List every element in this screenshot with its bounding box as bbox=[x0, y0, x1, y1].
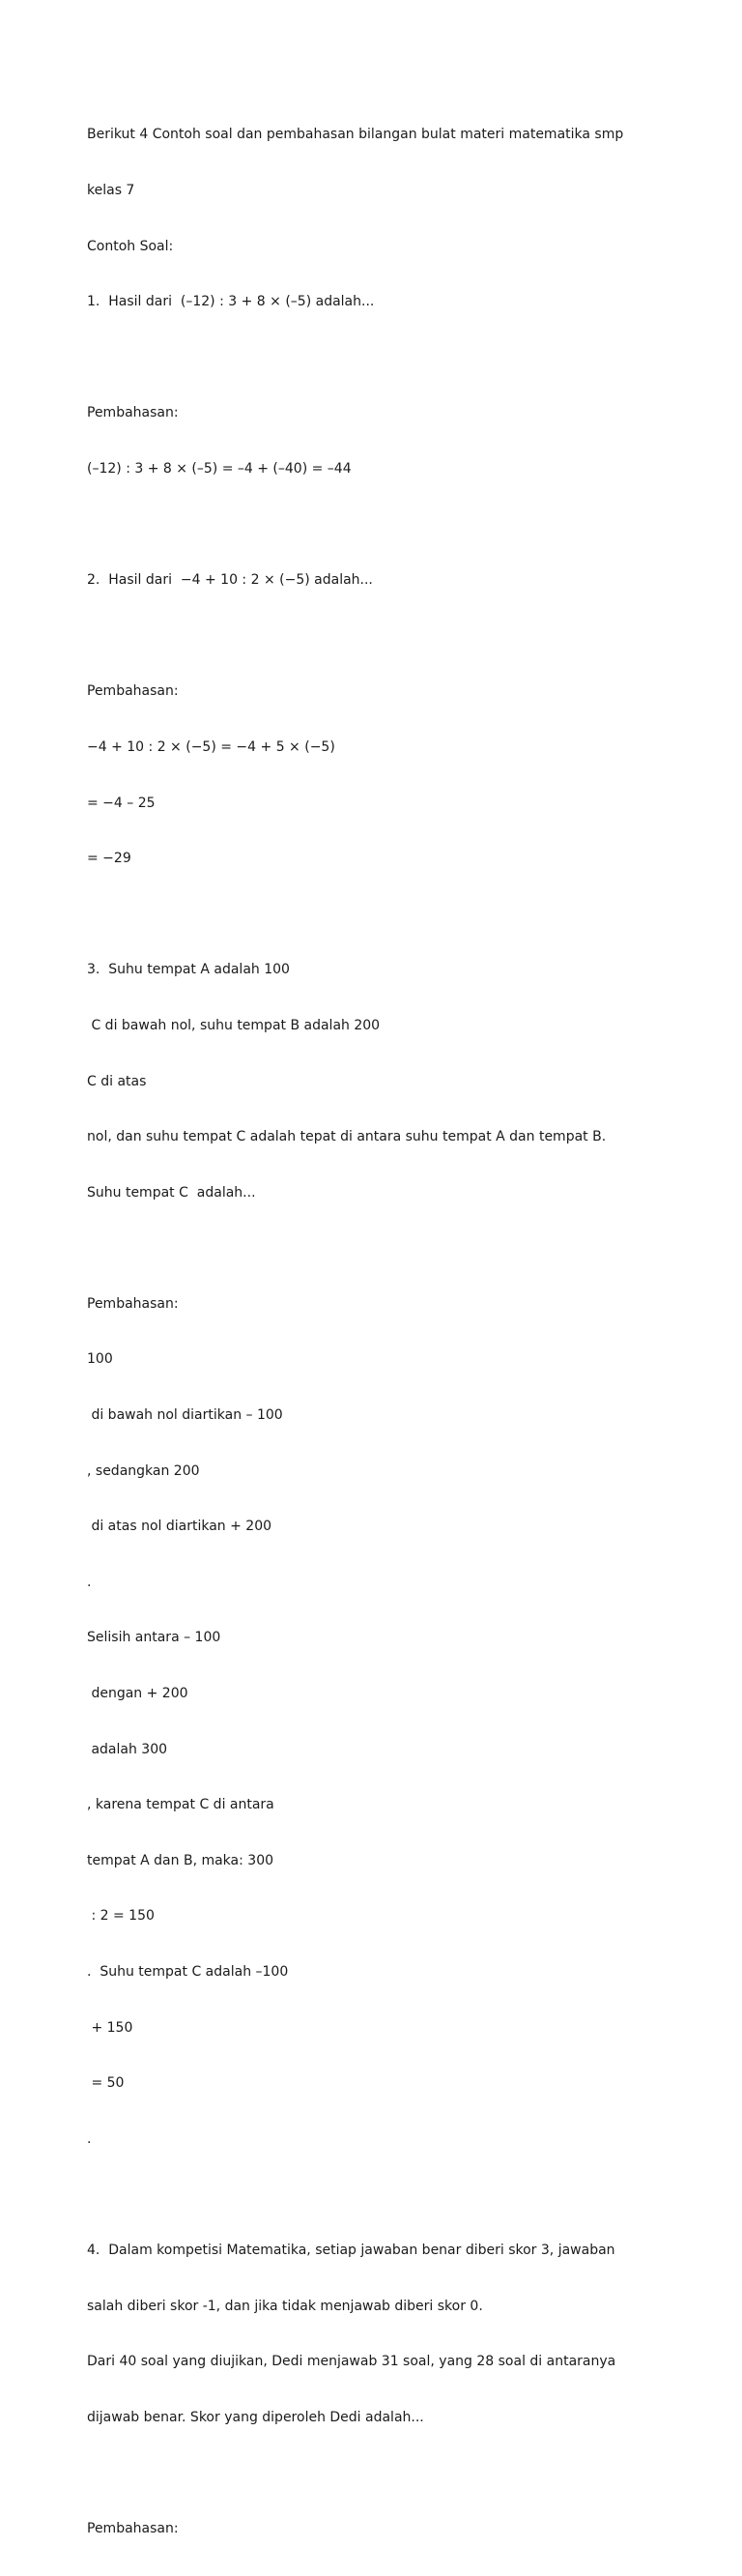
blank-line bbox=[87, 906, 667, 924]
text-line: C di atas bbox=[87, 1073, 147, 1089]
text-line: Contoh Soal: bbox=[87, 238, 174, 254]
text-line: kelas 7 bbox=[87, 183, 135, 198]
text-line: Pembahasan: bbox=[87, 405, 179, 421]
text-line: −4 + 10 : 2 × (−5) = −4 + 5 × (−5) bbox=[87, 738, 335, 755]
text-line: = 50 bbox=[87, 2075, 125, 2092]
text-line: Suhu tempat C adalah... bbox=[87, 1184, 256, 1201]
text-line: adalah 300 bbox=[87, 1741, 168, 1757]
text-line: 4. Dalam kompetisi Matematika, setiap jawaban benar diberi skor 3, jawaban bbox=[87, 2242, 615, 2258]
text-line: di bawah nol diartikan – 100 bbox=[87, 1407, 283, 1424]
blank-line bbox=[87, 1239, 667, 1258]
text-line: 3. Suhu tempat A adalah 100 bbox=[87, 962, 290, 978]
text-line: = −29 bbox=[87, 851, 131, 867]
text-line: 100 bbox=[87, 1351, 113, 1368]
text-line: , karena tempat C di antara bbox=[87, 1797, 274, 1813]
text-line: (–12) : 3 + 8 × (–5) = –4 + (–40) = –44 bbox=[87, 460, 352, 477]
text-line: 2. Hasil dari −4 + 10 : 2 × (−5) adalah... bbox=[87, 572, 373, 589]
text-line: Pembahasan: bbox=[87, 683, 179, 700]
text-line: . Suhu tempat C adalah –100 bbox=[87, 1964, 289, 1980]
text-line: : 2 = 150 bbox=[87, 1908, 155, 1925]
text-line: . bbox=[87, 2130, 92, 2147]
text-line: nol, dan suhu tempat C adalah tepat di antara suhu tempat A dan tempat B. bbox=[87, 1129, 607, 1145]
text-line: = −4 – 25 bbox=[87, 795, 156, 811]
text-line: Berikut 4 Contoh soal dan pembahasan bilangan bulat materi matematika smp bbox=[87, 127, 624, 143]
text-line: Pembahasan: bbox=[87, 2520, 179, 2536]
blank-line bbox=[87, 349, 667, 367]
text-line: Dari 40 soal yang diujikan, Dedi menjawab 31 soal, yang 28 soal di antaranya bbox=[87, 2354, 616, 2370]
document-text bbox=[87, 89, 667, 2576]
blank-line bbox=[87, 2185, 667, 2204]
text-line: Selisih antara – 100 bbox=[87, 1630, 221, 1646]
text-line: dijawab benar. Skor yang diperoleh Dedi adalah... bbox=[87, 2409, 424, 2425]
text-line: Pembahasan: bbox=[87, 1295, 179, 1312]
text-line: di atas nol diartikan + 200 bbox=[87, 1519, 272, 1535]
text-line: C di bawah nol, suhu tempat B adalah 200 bbox=[87, 1017, 381, 1033]
text-line: , sedangkan 200 bbox=[87, 1462, 200, 1479]
text-line: 1. Hasil dari (–12) : 3 + 8 × (–5) adalah... bbox=[87, 294, 375, 310]
text-line: + 150 bbox=[87, 2019, 133, 2036]
text-line: salah diberi skor -1, dan jika tidak menjawab diberi skor 0. bbox=[87, 2298, 483, 2314]
text-line: dengan + 200 bbox=[87, 1686, 188, 1702]
blank-line bbox=[87, 627, 667, 646]
text-line: tempat A dan B, maka: 300 bbox=[87, 1852, 274, 1868]
blank-line bbox=[87, 2464, 667, 2482]
text-line: . bbox=[87, 1574, 92, 1590]
blank-line bbox=[87, 516, 667, 535]
